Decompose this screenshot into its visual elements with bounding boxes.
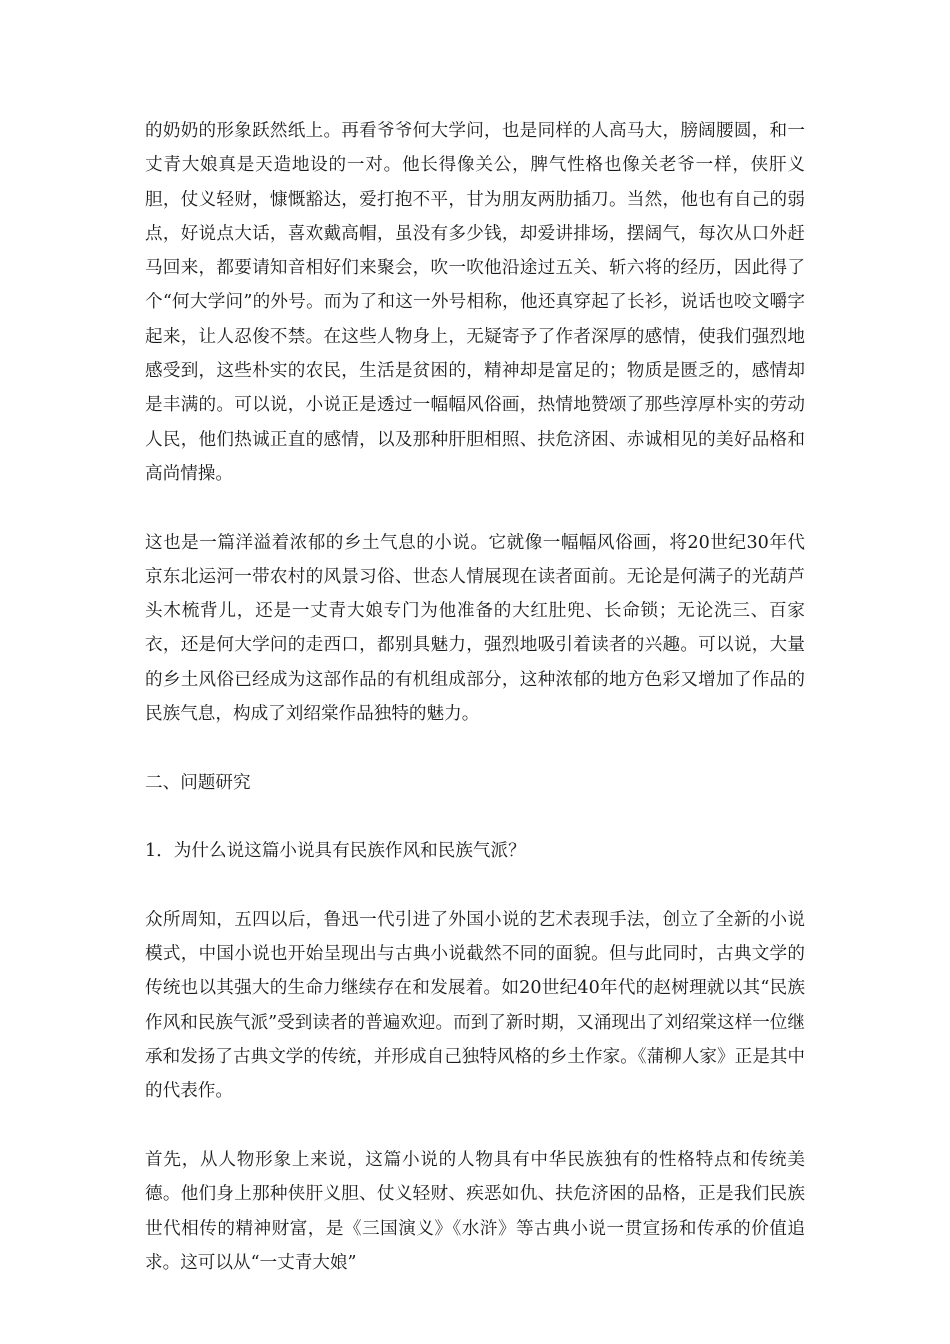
section-heading: 二、问题研究 (145, 772, 251, 793)
paragraph-spacer (145, 731, 805, 765)
document-body (145, 114, 805, 1280)
paragraph-background: 众所周知，五四以后，鲁迅一代引进了外国小说的艺术表现手法，创立了全新的小说模式，中国小说也开始呈现出与古典小说截然不同的面貌。但与此同时，古典文学的传统也以其强大的生命力继续存在和发展着。如20世纪40年代的赵树理就以其“民族作风和民族气派”受到读者的普遍欢迎。而到了新时期，又涌现出了刘绍棠这样一位继承和发扬了古典文学的传统，并形成自己独特风格的乡土作家。《蒲柳人家》正是其中的代表作。 (145, 909, 805, 1102)
paragraph-local-flavor: 这也是一篇洋溢着浓郁的乡土气息的小说。它就像一幅幅风俗画，将20世纪30年代京东北运河一带农村的风景习俗、世态人情展现在读者面前。无论是何满子的光葫芦头木梳背儿，还是一丈青大娘专门为他准备的大红肚兜、长命锁；无论洗三、百家衣，还是何大学问的走西口，都别具魅力，强烈地吸引着读者的兴趣。可以说，大量的乡土风俗已经成为这部作品的有机组成部分，这种浓郁的地方色彩又增加了作品的民族气息，构成了刘绍棠作品独特的魅力。 (145, 532, 805, 725)
paragraph-character-description: 的奶奶的形象跃然纸上。再看爷爷何大学问，也是同样的人高马大，膀阔腰圆，和一丈青大娘真是天造地设的一对。他长得像关公，脾气性格也像关老爷一样，侠肝义胆，仗义轻财，慷慨豁达，爱打抱不平，甘为朋友两肋插刀。当然，他也有自己的弱点，好说点大话，喜欢戴高帽，虽没有多少钱，却爱讲排场，摆阔气，每次从口外赶马回来，都要请知音相好们来聚会，吹一吹他沿途过五关、斩六将的经历，因此得了个“何大学问”的外号。而为了和这一外号相称，他还真穿起了长衫，说话也咬文嚼字起来，让人忍俊不禁。在这些人物身上，无疑寄予了作者深厚的感情，使我们强烈地感受到，这些朴实的农民，生活是贫困的，精神却是富足的；物质是匮乏的，感情却是丰满的。可以说，小说正是透过一幅幅风俗画，热情地赞颂了那些淳厚朴实的劳动人民，他们热诚正直的感情，以及那种肝胆相照、扶危济困、赤诚相见的美好品格和高尚情操。 (145, 121, 805, 484)
paragraph-spacer (145, 491, 805, 525)
paragraph-spacer (145, 869, 805, 903)
paragraph-characters-analysis: 首先，从人物形象上来说，这篇小说的人物具有中华民族独有的性格特点和传统美德。他们身上那种侠肝义胆、仗义轻财、疾恶如仇、扶危济困的品格，正是我们民族世代相传的精神财富，是《三国演义》《水浒》等古典小说一贯宣扬和传承的价值追求。这可以从“一丈青大娘” (145, 1149, 805, 1273)
question-heading: 1．为什么说这篇小说具有民族作风和民族气派？ (145, 841, 526, 862)
paragraph-spacer (145, 800, 805, 834)
paragraph-spacer (145, 1109, 805, 1143)
